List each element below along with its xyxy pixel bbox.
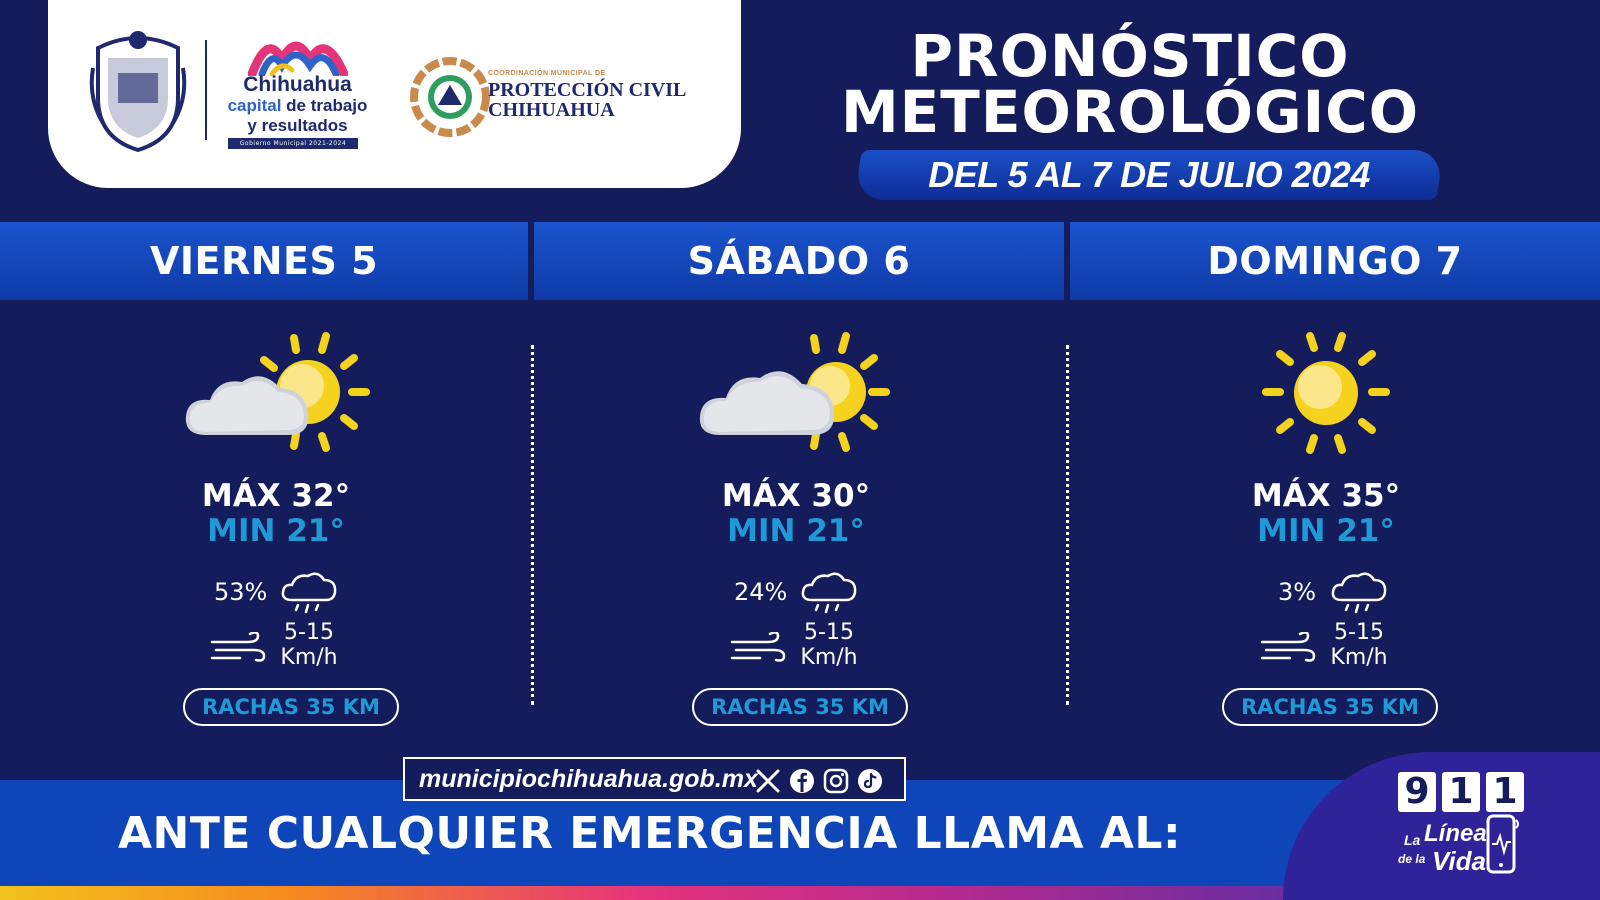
title-line2: METEOROLÓGICO (840, 78, 1420, 146)
wind-speed (536, 618, 1056, 678)
vida-text: Vida (1432, 846, 1486, 876)
max-temp: MÁX 30° (721, 478, 871, 514)
forecast-saturday (536, 300, 1056, 740)
wind-unit: Km/h (1330, 645, 1388, 670)
mountains-logo-icon (248, 30, 348, 76)
partly-cloudy-icon (696, 330, 896, 470)
sunny-icon (1226, 330, 1426, 470)
wind-range: 5-15 (804, 620, 854, 645)
min-temp: MIN 21° (727, 513, 865, 549)
slogan-rest: de trabajo (281, 96, 368, 115)
day-label: DOMINGO 7 (1207, 239, 1463, 283)
wind-unit: Km/h (280, 645, 338, 670)
facebook-icon[interactable] (789, 768, 815, 794)
chihuahua-logo (220, 30, 375, 160)
wind-icon (210, 632, 266, 666)
gusts-badge: RACHAS 35 KM (1222, 688, 1438, 726)
pc-line2: CHIHUAHUA (488, 99, 615, 121)
rain-cloud-icon (800, 570, 858, 616)
gusts-badge: RACHAS 35 KM (183, 688, 399, 726)
rain-percent: 24% (734, 578, 788, 606)
max-temp: MÁX 35° (1251, 478, 1401, 514)
logo-card (48, 0, 741, 188)
rain-percent: 3% (1278, 578, 1317, 606)
x-icon[interactable] (755, 768, 781, 794)
day-header-sunday (1070, 222, 1600, 300)
pc-small-text: COORDINACIÓN MUNICIPAL DE (488, 70, 606, 77)
rain-probability (16, 570, 536, 616)
slogan (220, 96, 375, 136)
de-la-text: de la (1398, 852, 1426, 866)
digit-1: 1 (1442, 772, 1480, 812)
day-label: SÁBADO 6 (687, 239, 911, 283)
la-text: La (1404, 832, 1421, 848)
tiktok-icon[interactable] (857, 768, 883, 794)
gov-line: Gobierno Municipal 2021-2024 (228, 138, 358, 149)
day-label: VIERNES 5 (149, 239, 379, 283)
digit-1b: 1 (1486, 772, 1524, 812)
wind-value (269, 620, 349, 670)
wind-range: 5-15 (284, 620, 334, 645)
rain-cloud-icon (1330, 570, 1388, 616)
website-box[interactable] (403, 757, 906, 801)
rain-cloud-icon (280, 570, 338, 616)
wind-icon (1260, 632, 1316, 666)
phone-icon (1482, 812, 1522, 878)
proteccion-civil-emblem-icon (410, 57, 490, 137)
chihuahua-wordmark: Chihuahua (243, 73, 352, 96)
wind-unit: Km/h (800, 645, 858, 670)
forecast-sunday (1066, 300, 1586, 740)
min-temp: MIN 21° (1257, 513, 1395, 549)
date-range: DEL 5 AL 7 DE JULIO 2024 (928, 154, 1370, 195)
slogan-line2: y resultados (247, 116, 348, 135)
wind-icon (730, 632, 786, 666)
instagram-icon[interactable] (823, 768, 849, 794)
rain-probability (536, 570, 1056, 616)
partly-cloudy-icon (176, 330, 376, 470)
pc-line1: PROTECCIÓN CIVIL (488, 79, 687, 101)
day-header-saturday (534, 222, 1064, 300)
day-header-friday (0, 222, 528, 300)
linea-text: Línea (1424, 820, 1487, 847)
digit-9: 9 (1398, 772, 1436, 812)
forecast-friday (16, 300, 536, 740)
max-temp: MÁX 32° (201, 478, 351, 514)
city-crest-icon (88, 28, 188, 152)
website-link[interactable]: municipiochihuahua.gob.mx (419, 765, 758, 793)
logo-divider (205, 40, 207, 140)
emergency-text: ANTE CUALQUIER EMERGENCIA LLAMA AL: (118, 808, 1182, 859)
gusts-badge: RACHAS 35 KM (692, 688, 908, 726)
title-line1: PRONÓSTICO (910, 22, 1350, 90)
slogan-accent: capital (227, 96, 282, 115)
wind-value (1319, 620, 1399, 670)
wind-value (789, 620, 869, 670)
wind-speed (16, 618, 536, 678)
wind-speed (1066, 618, 1586, 678)
rain-probability (1066, 570, 1586, 616)
rain-percent: 53% (214, 578, 268, 606)
min-temp: MIN 21° (207, 513, 345, 549)
wind-range: 5-15 (1334, 620, 1384, 645)
